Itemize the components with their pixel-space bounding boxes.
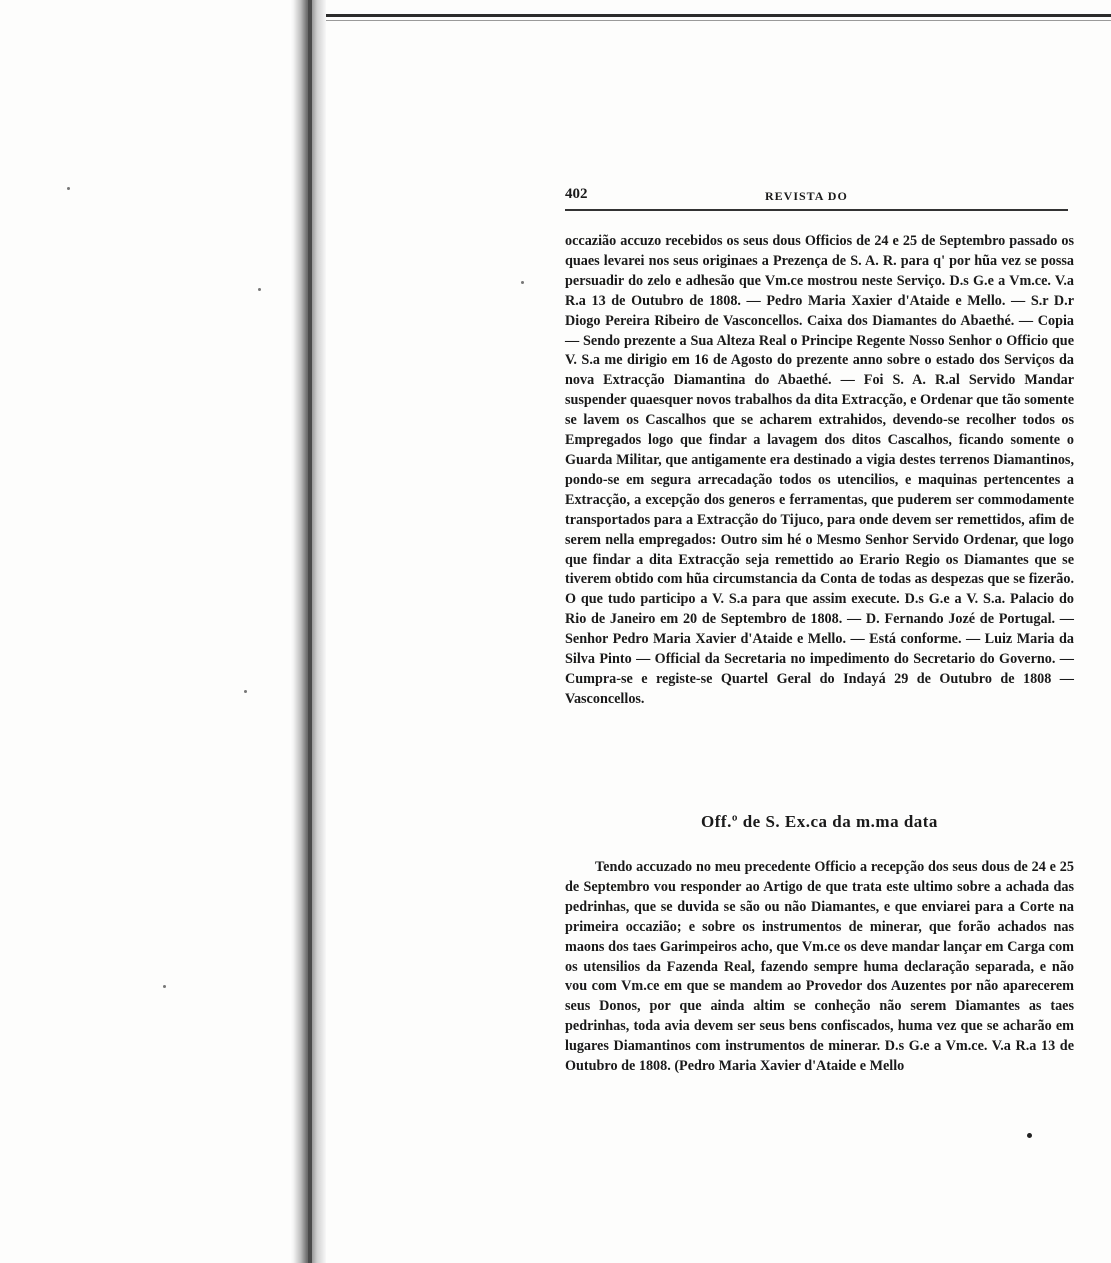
scan-edge-line-faint (300, 20, 1111, 21)
ink-dot (1027, 1133, 1032, 1138)
scan-speck (258, 288, 261, 291)
body-paragraph-1: occazião accuzo recebidos os seus dous Officios de 24 e 25 de Septembro passado os quaes levarei nos seus originaes a Prezença de S. A. R. para q' por hũa vez se possa persuadir do zelo e adhesão que Vm.ce mostrou neste Serviço. D.s G.e a Vm.ce. V.a R.a 13 de Outubro de 1808. — Pedro Maria Xaxier d'Ataide e Mello. — S.r D.r Diogo Pereira Ribeiro de Vasconcellos. Caixa dos Diamantes do Abaethé. — Copia — Sendo prezente a Sua Alteza Real o Principe Regente Nosso Senhor o Officio que V. S.a me dirigio em 16 de Agosto do prezente anno sobre o estado dos Serviços da nova Extracção Diamantina do Abaethé. — Foi S. A. R.al Servido Mandar suspender quaesquer novos trabalhos da dita Extracção, e Ordenar que tão somente se lavem os Cascalhos que se acharem extrahidos, devendo-se recolher todos os Empregados logo que findar a lavagem dos ditos Cascalhos, ficando somente o Guarda Militar, que antigamente era destinado a vigia destes terrenos Diamantinos, pondo-se em segura arrecadação todos os utencilios, e maquinas pertencentes a Extracção, a excepção dos generos e ferramentas, que puderem ser commodamente transportados para a Extracção do Tijuco, para onde devem ser remettidos, afim de serem nella empregados: Outro sim hé o Mesmo Senhor Servido Ordenar, que logo que findar a dita Extracção seja remettido ao Erario Regio os Diamantes que se tiverem obtido com hũa circumstancia da Conta de todas as despezas que se fizerão. O que tudo participo a V. S.a para que assim execute. D.s G.e a V. S.a. Palacio do Rio de Janeiro em 20 de Septembro de 1808. — D. Fernando Jozé de Portugal. — Senhor Pedro Maria Xavier d'Ataide e Mello. — Está conforme. — Luiz Maria da Silva Pinto — Official da Secretaria no impedimento do Secretario do Governo. — Cumpra-se e registe-se Quartel Geral do Indayá 29 de Outubro de 1808 — Vasconcellos. (565, 233, 1074, 707)
scan-speck (244, 690, 247, 693)
scan-speck (521, 281, 524, 284)
header-rule (565, 209, 1068, 211)
journal-title: REVISTA DO (765, 189, 848, 203)
page-number: 402 (565, 186, 588, 202)
scan-speck (163, 985, 166, 988)
scan-edge-line (300, 14, 1111, 17)
scan-speck (67, 187, 70, 190)
body-paragraph-2: Tendo accuzado no meu precedente Officio a recepção dos seus dous de 24 e 25 de Septembro vou responder ao Artigo de que trata este ultimo sobre a achada das pedrinhas, que se duvida se são ou não Diamantes, e que enviarei para a Corte na primeira occazião; e sobre os instrumentos de minerar, que forão achados nas maons dos taes Garimpeiros acho, que Vm.ce os deve mandar lançar em Carga com os utensilios da Fazenda Real, fazendo sempre huma declaração separada, e não vou com Vm.ce em que se mandem ao Provedor dos Auzentes por não aparecerem seus Donos, por que ainda altim se conheção não serem Diamantes as taes pedrinhas, toda avia devem ser seus bens confiscados, huma vez que se acharão em lugares Diamantinos com instrumentos de minerar. D.s G.e a Vm.ce. V.a R.a 13 de Outubro de 1808. (Pedro Maria Xavier d'Ataide e Mello (565, 859, 1074, 1075)
running-head (565, 186, 1068, 208)
book-gutter-crease (308, 0, 312, 1263)
section-heading: Off.º de S. Ex.ca da m.ma data (701, 812, 938, 831)
